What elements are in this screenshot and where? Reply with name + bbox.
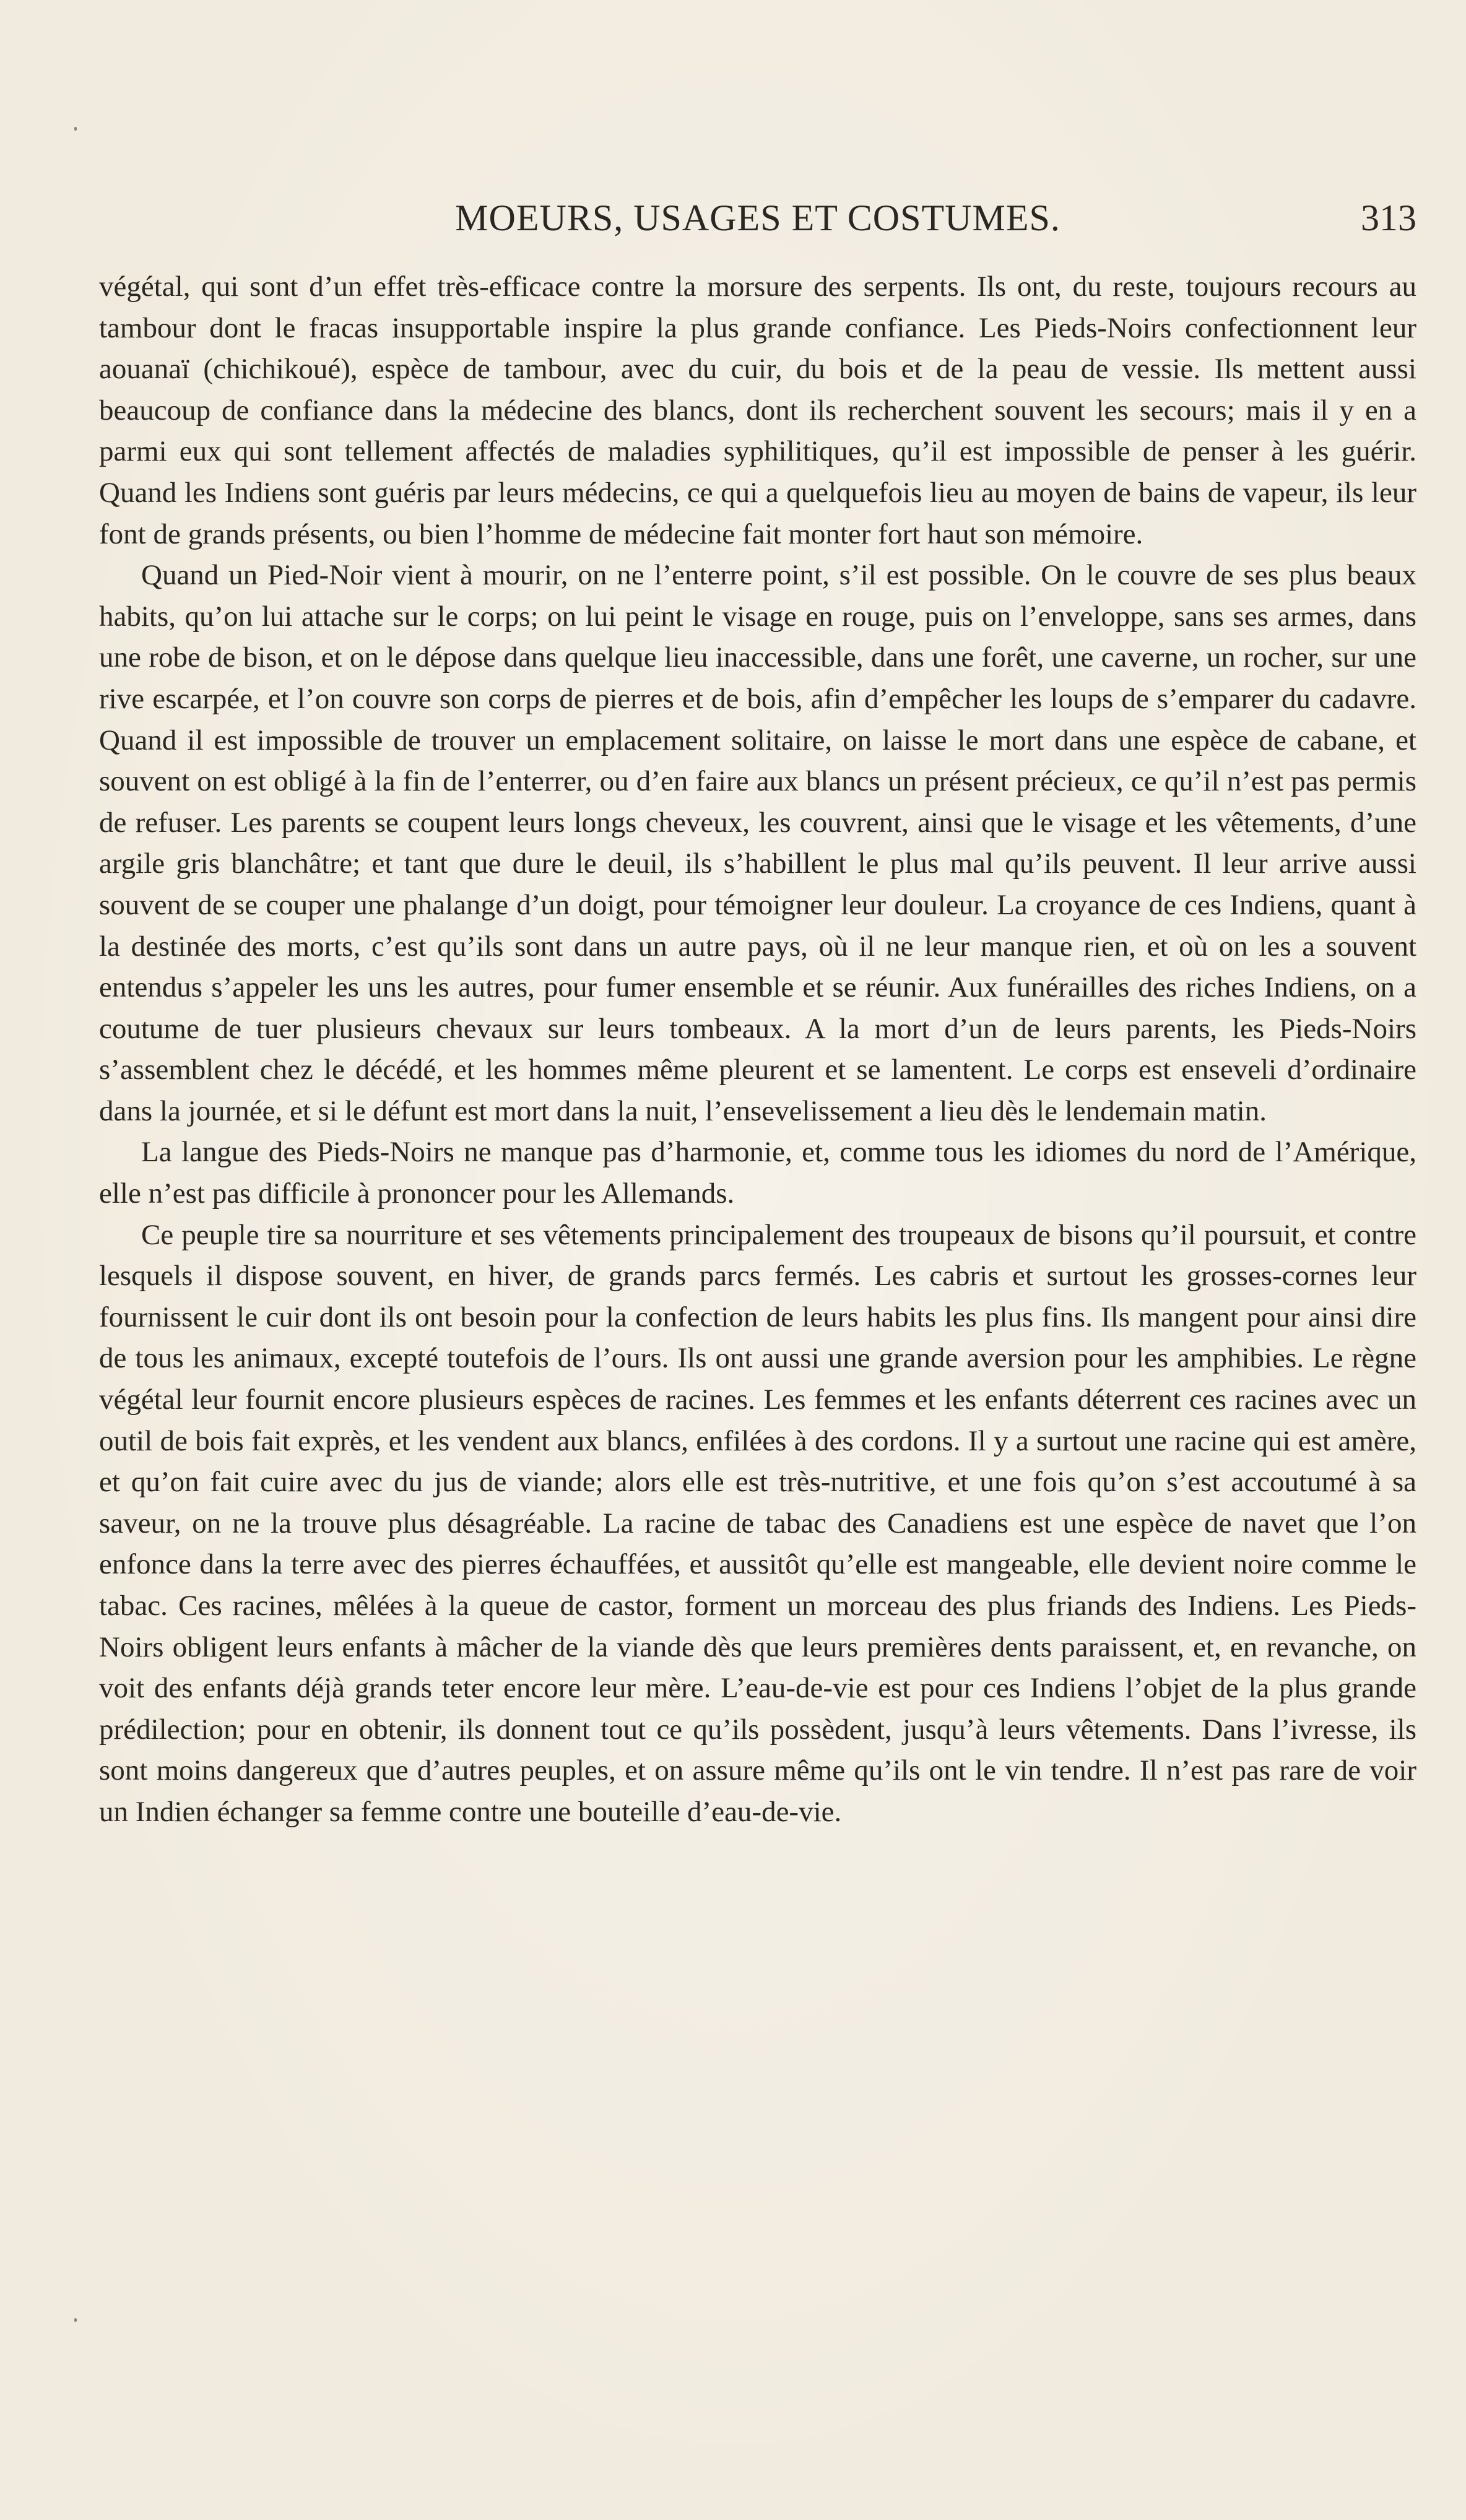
- paragraph: La langue des Pieds-Noirs ne manque pas d’harmonie, et, comme tous les idiomes du nord de l’Amérique, elle n’est pas difficile à prononcer pour les Allemands.: [99, 1136, 1416, 1210]
- margin-mark: [74, 2318, 77, 2322]
- paragraph: Quand un Pied-Noir vient à mourir, on ne l’enterre point, s’il est possible. On le couvre de ses plus beaux habits, qu’on lui attache sur le corps; on lui peint le visage en rouge, puis on l’enveloppe, sans ses armes, dans une robe de bison, et on le dépose dans quelque lieu inaccessible, dans une forêt, une caverne, un rocher, sur une rive escarpée, et l’on couvre son corps de pierres et de bois, afin d’empêcher les loups de s’emparer du cadavre. Quand il est impossible de trouver un emplacement solitaire, on laisse le mort dans une espèce de cabane, et souvent on est obligé à la fin de l’enterrer, ou d’en faire aux blancs un présent précieux, ce qu’il n’est pas permis de refuser. Les parents se coupent leurs longs cheveux, les couvrent, ainsi que le visage et les vêtements, d’une argile gris blanchâtre; et tant que dure le deuil, ils s’habillent le plus mal qu’ils peuvent. Il leur arrive aussi souvent de se couper une phalange d’un doigt, pour témoigner leur douleur. La croyance de ces Indiens, quant à la destinée des morts, c’est qu’ils sont dans un autre pays, où il ne leur manque rien, et où on les a souvent entendus s’appeler les uns les autres, pour fumer ensemble et se réunir. Aux funérailles des riches Indiens, on a coutume de tuer plusieurs chevaux sur leurs tombeaux. A la mort d’un de leurs parents, les Pieds-Noirs s’assemblent chez le décédé, et les hommes même pleurent et se lamentent. Le corps est enseveli d’ordinaire dans la journée, et si le défunt est mort dans la nuit, l’ensevelissement a lieu dès le lendemain matin.: [99, 559, 1416, 1127]
- paragraph: Ce peuple tire sa nourriture et ses vêtements principalement des troupeaux de bisons qu’il poursuit, et contre lesquels il dispose souvent, en hiver, de grands parcs fermés. Les cabris et surtout les grosses-cornes leur fournissent le cuir dont ils ont besoin pour la confection de leurs habits les plus fins. Ils mangent pour ainsi dire de tous les animaux, excepté toutefois de l’ours. Ils ont aussi une grande aversion pour les amphibies. Le règne végétal leur fournit encore plusieurs espèces de racines. Les femmes et les enfants déterrent ces racines avec un outil de bois fait exprès, et les vendent aux blancs, enfilées à des cordons. Il y a surtout une racine qui est amère, et qu’on fait cuire avec du jus de viande; alors elle est très-nutritive, et une fois qu’on s’est accoutumé à sa saveur, on ne la trouve plus désagréable. La racine de tabac des Canadiens est une espèce de navet que l’on enfonce dans la terre avec des pierres échauffées, et aussitôt qu’elle est mangeable, elle devient noire comme le tabac. Ces racines, mêlées à la queue de castor, forment un morceau des plus friands des Indiens. Les Pieds-Noirs obligent leurs enfants à mâcher de la viande dès que leurs premières dents paraissent, et, en revanche, on voit des enfants déjà grands teter encore leur mère. L’eau-de-vie est pour ces Indiens l’objet de la plus grande prédilection; pour en obtenir, ils donnent tout ce qu’ils possèdent, jusqu’à leurs vêtements. Dans l’ivresse, ils sont moins dangereux que d’autres peuples, et on assure même qu’ils ont le vin tendre. Il n’est pas rare de voir un Indien échanger sa femme contre une bouteille d’eau-de-vie.: [99, 1218, 1416, 1828]
- running-head: [99, 193, 1416, 243]
- running-title: MOEURS, USAGES ET COSTUMES.: [455, 197, 1060, 238]
- paragraph: végétal, qui sont d’un effet très-efficace contre la morsure des serpents. Ils ont, du reste, toujours recours au tambour dont le fracas insupportable inspire la plus grande confiance. Les Pieds-Noirs confectionnent leur aouanaï (chichikoué), espèce de tambour, avec du cuir, du bois et de la peau de vessie. Ils mettent aussi beaucoup de confiance dans la médecine des blancs, dont ils recherchent souvent les secours; mais il y en a parmi eux qui sont tellement affectés de maladies syphilitiques, qu’il est impossible de penser à les guérir. Quand les Indiens sont guéris par leurs médecins, ce qui a quelquefois lieu au moyen de bains de vapeur, ils leur font de grands présents, ou bien l’homme de médecine fait monter fort haut son mémoire.: [99, 271, 1416, 550]
- page-number: 313: [1361, 197, 1416, 238]
- margin-mark: [74, 127, 77, 131]
- body-text: [99, 266, 1416, 1833]
